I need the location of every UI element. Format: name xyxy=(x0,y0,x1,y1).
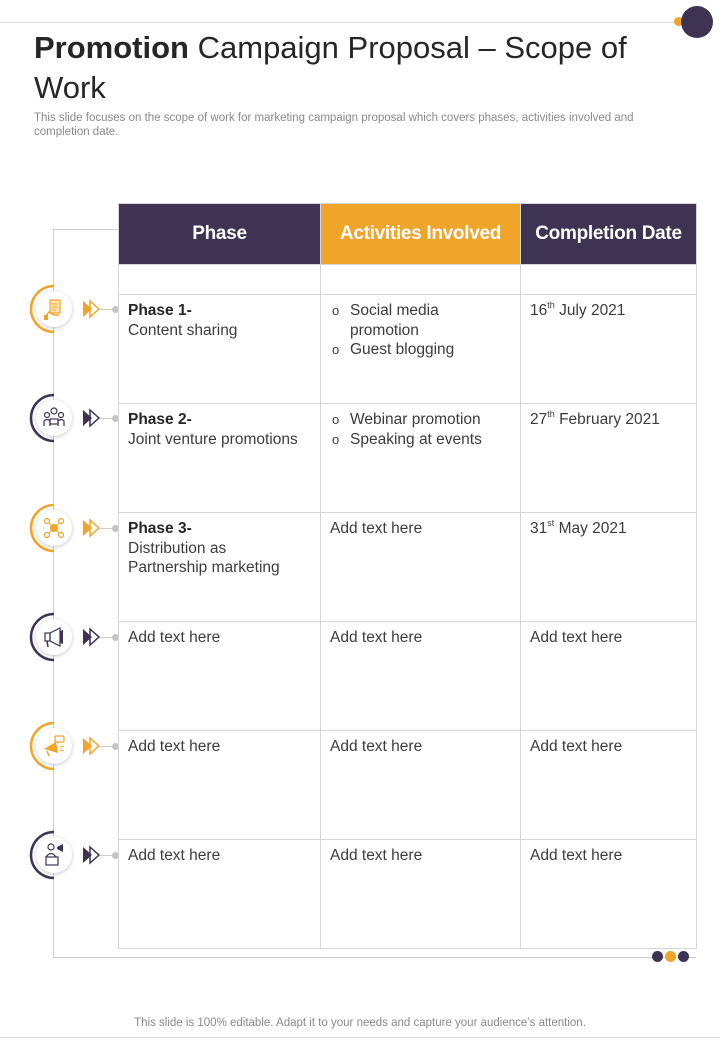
phase-desc: Content sharing xyxy=(128,321,238,339)
arrow-icon xyxy=(81,408,101,428)
activities-cell: Add text here xyxy=(321,840,521,949)
arrow-icon xyxy=(81,845,101,865)
date-suffix: th xyxy=(547,408,555,419)
activity-item: o Webinar promotion xyxy=(330,410,511,430)
date-day: 31 xyxy=(530,520,548,537)
page-title xyxy=(34,28,654,108)
phase-desc: Joint venture promotions xyxy=(128,430,298,448)
table-spacer-row xyxy=(119,265,697,295)
title-rest: Campaign Proposal – Scope of Work xyxy=(34,30,627,105)
arrow-icon xyxy=(81,518,101,538)
table-row xyxy=(119,404,697,513)
phase-title: Phase 3- xyxy=(128,520,192,537)
date-cell xyxy=(521,404,697,513)
phase-marker-6 xyxy=(26,830,122,886)
header-completion-date: Completion Date xyxy=(521,204,697,265)
table-row xyxy=(119,840,697,949)
phase-marker-1 xyxy=(26,284,122,340)
footer-note: This slide is 100% editable. Adapt it to your needs and capture your audience’s attention. xyxy=(134,1017,586,1029)
content-document-icon xyxy=(36,291,72,327)
activity-item: o Speaking at events xyxy=(330,430,511,450)
arrow-icon xyxy=(81,299,101,319)
date-rest: February 2021 xyxy=(554,411,660,428)
activities-cell: Add text here xyxy=(321,731,521,840)
phase-cell: Add text here xyxy=(119,840,321,949)
date-rest: July 2021 xyxy=(554,302,626,319)
table-row xyxy=(119,295,697,404)
date-suffix: st xyxy=(547,517,555,528)
dot-orange xyxy=(665,951,676,962)
top-divider xyxy=(0,22,680,23)
phase-marker-2 xyxy=(26,393,122,449)
activities-cell: Add text here xyxy=(321,513,521,622)
table-row xyxy=(119,513,697,622)
decorative-dots xyxy=(652,951,692,963)
arrow-icon xyxy=(81,736,101,756)
date-day: 16 xyxy=(530,302,548,319)
activities-cell xyxy=(321,295,521,404)
title-bold: Promotion xyxy=(34,30,189,65)
phase-marker-3 xyxy=(26,503,122,559)
table-row xyxy=(119,731,697,840)
dot-purple xyxy=(652,951,663,962)
network-share-icon xyxy=(36,510,72,546)
activities-cell xyxy=(321,404,521,513)
date-cell: Add text here xyxy=(521,622,697,731)
speaker-podium-icon xyxy=(36,837,72,873)
date-cell: Add text here xyxy=(521,840,697,949)
date-cell xyxy=(521,295,697,404)
date-rest: May 2021 xyxy=(554,520,627,537)
date-cell xyxy=(521,513,697,622)
table-header-row xyxy=(119,204,697,265)
phase-marker-5 xyxy=(26,721,122,777)
team-meeting-icon xyxy=(36,400,72,436)
phase-marker-4 xyxy=(26,612,122,668)
decorative-dot-large xyxy=(681,6,713,38)
announcement-icon xyxy=(36,728,72,764)
phase-cell: Add text here xyxy=(119,622,321,731)
date-cell: Add text here xyxy=(521,731,697,840)
phase-cell xyxy=(119,295,321,404)
arrow-icon xyxy=(81,627,101,647)
activity-item: o Guest blogging xyxy=(330,340,511,360)
phase-cell: Add text here xyxy=(119,731,321,840)
date-suffix: th xyxy=(547,299,555,310)
timeline-bottom-line xyxy=(53,957,696,958)
page-subtitle: This slide focuses on the scope of work for marketing campaign proposal which covers phases, activities involved and completion date. xyxy=(34,112,634,138)
header-activities: Activities Involved xyxy=(321,204,521,265)
table-row xyxy=(119,622,697,731)
timeline-top-line xyxy=(53,229,119,230)
date-day: 27 xyxy=(530,411,548,428)
megaphone-icon xyxy=(36,619,72,655)
phase-desc: Distribution as Partnership marketing xyxy=(128,539,280,576)
phase-cell xyxy=(119,513,321,622)
footer-divider xyxy=(0,1037,720,1038)
activities-cell: Add text here xyxy=(321,622,521,731)
header-phase: Phase xyxy=(119,204,321,265)
phase-title: Phase 1- xyxy=(128,302,192,319)
activity-item: o Social media promotion xyxy=(330,301,511,340)
phase-cell xyxy=(119,404,321,513)
scope-table xyxy=(118,203,697,949)
phase-title: Phase 2- xyxy=(128,411,192,428)
dot-purple xyxy=(678,951,689,962)
